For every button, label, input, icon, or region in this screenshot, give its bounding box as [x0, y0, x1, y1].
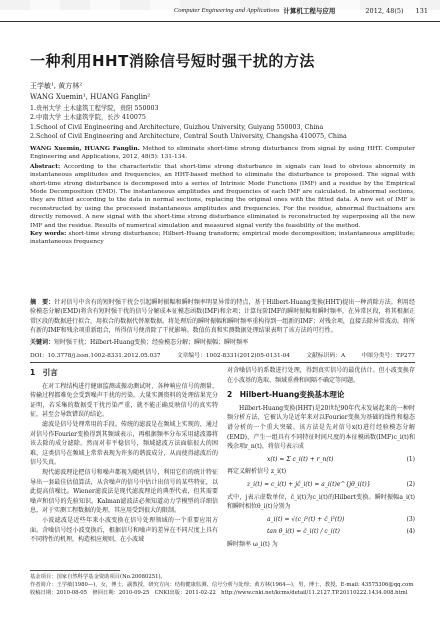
citation-text: Method to eliminate short-time strong disturbance from signal by using HHT. Computer Engineering and Applications, 2012, 48(5): 131-134. [30, 146, 415, 161]
english-abstract-block [30, 145, 415, 247]
equation-2-number: (2) [406, 480, 415, 488]
equation-4-body: tan θ_i(t) = ĉ_i(t) / c_i(t) [267, 528, 340, 536]
footnote-bio: 作者简介：王学敏(1980—)，女，博士，副教授，研究方向：结构健康监测、信号分析与处理；黄方林(1964—)，男，博士，教授。E-mail: 43575306@qq.com [30, 582, 414, 589]
affiliations [30, 104, 347, 142]
equation-2-body: z_i(t) = c_i(t) + jĉ_i(t) = a_i(t)e^{jθ_i(t)} [247, 480, 371, 488]
equation-4-note: 瞬时频率 ω_i(t) 为 [227, 540, 278, 548]
intro-continuation: 对含噪信号的系数进行处理，得到真实信号的最优估计。但小波变换存在小波基的选取、频域重叠和间隔不确定等问题。 [227, 367, 415, 384]
equation-3-number: (3) [406, 515, 415, 523]
hht-paragraph-1: Hilbert-Huang变换(HHT)是20世纪90年代末发展起来的一种时频分析方法，它被认为是近年来对以Fourier变换为基础的线性和稳态谱分析的一个重大突破。该方法是先对信号x(t)进行经验模态分解(EMD)，产生一组具有不同特征时间尺度的本征模函数(IMF)c_i(t)和残余项r_n(t)，将信号表示成 [227, 404, 415, 451]
intro-paragraph-4: 小波滤波是近些年来小波变换在信号处理领域的一个重要应用方面。含噪信号经小波变换后，根据信号和噪声的差异在不同尺度上具有不同特性的机理，构造相应规则，在小波域 [30, 516, 218, 544]
equation-2-note: 式中，j表示虚数单位，ĉ_i(t)为c_i(t)的Hilbert变换。瞬时振幅a_i(t)和瞬时相位θ_i(t)分别为 [227, 493, 415, 511]
abstract-en-text: According to the characteristic that short-time strong disturbance in signals can lead to obvious abnormity in instantaneous amplitudes and frequencies, an HHT-based method to eliminate the disturbance is proposed. The signal with short-time strong disturbance is decomposed into a series of Intrinsic Mode Functions (IMF) and a residue by the Empirical Mode Decomposition (EMD). The instantaneous amplitudes and frequencies of each IMF are calculated. In abnormal sections, they are fitted according to the data in normal sections, replacing the original ones with the fitted data. A new set of IMF is reconstructed by using the processed instantaneous amplitudes and frequencies. For the residue, abnormal fluctuations are directly removed. A new signal with the short-time strong disturbance eliminated is reconstructed by superposing all the new IMF and the residue. Results of numerical simulation and measured signal verify the feasibility of the method. [30, 163, 415, 229]
identifier-row [30, 350, 415, 363]
footnote-dates: 收稿日期：2010-08-05 修回日期：2010-09-25 CNKI出版：2011-02-22 http://www.cnki.net/kcms/detail/11.2127.TP.20110222.1434.008.html [30, 590, 408, 597]
journal-name-en: Computer Engineering and Applications [173, 7, 280, 14]
equation-3-body: a_i(t) = √(c_i²(t) + ĉ_i²(t)) [267, 515, 345, 523]
affiliation-2-en: 2.School of Civil Engineering and Architecture, Central South University, Changsha 410075, China [30, 133, 347, 141]
clc-number: 中图分类号：TP277 [361, 353, 415, 359]
doi: DOI：10.3778/j.issn.1002-8331.2012.05.037 [30, 353, 161, 359]
equation-4-number: (4) [406, 528, 415, 536]
affiliation-1-en: 1.School of Civil Engineering and Architecture, Guizhou University, Guiyang 550003, China [30, 123, 324, 131]
right-column [227, 366, 415, 566]
footnote-fund: 基金项目：国家自然科学基金资助项目(No.20080251)。 [30, 574, 166, 580]
footnote-rule [30, 570, 120, 571]
citation [30, 145, 415, 162]
intro-paragraph-1: 在对工程结构进行健康监测或振动测试时，各种响应信号的测量、传输过程都难免会受到噪声干扰的污染。大量实测资料的处理结果充分证明，若采集的数据受干扰污染严重，就不能正确反映信号的真实特征，甚至会导致错误的结论。 [30, 382, 218, 419]
equation-2 [227, 480, 415, 490]
section-intro-heading: 1 引言 [30, 368, 58, 377]
equation-4 [227, 527, 415, 537]
running-header [0, 0, 440, 22]
chinese-abstract [30, 298, 415, 336]
citation-authors: WANG Xuemin, HUANG Fanglin. [30, 145, 140, 152]
equation-1 [227, 455, 415, 465]
section-hht-heading: 2 Hilbert-Huang变换基本理论 [227, 390, 345, 400]
abstract-cn-label: 摘 要： [30, 299, 55, 306]
author-block [30, 81, 150, 103]
chinese-keywords [30, 338, 415, 347]
abstract-en-label: Abstract: [30, 162, 61, 170]
keywords-cn-label: 关键词： [30, 339, 55, 346]
paper-title: 一种利用HHT消除信号短时强干扰的方法 [30, 52, 315, 70]
left-column [30, 366, 218, 566]
authors-en: WANG Xuemin¹, HUANG Fanglin² [30, 93, 151, 101]
abstract-en [30, 163, 415, 230]
keywords-cn-text: 短时强干扰；Hilbert-Huang变换；经验模态分解；瞬时振幅；瞬时频率 [54, 339, 249, 346]
keywords-en [30, 230, 415, 247]
equation-1-body: x(t) = Σ c_i(t) + r_n(t) [267, 455, 334, 463]
equation-3 [227, 515, 415, 525]
equation-1-number: (1) [406, 455, 415, 463]
keywords-en-text: short-time strong disturbance; Hilbert-Huang transform; empirical mode decomposition; instantaneous amplitude; instantaneous frequency [30, 231, 415, 246]
document-code: 文献标识码：A [306, 353, 346, 359]
authors-cn: 王学敏¹, 黄方林² [30, 82, 83, 90]
intro-paragraph-3: 现代滤波理论把信号和噪声都视为随机信号，利用它们的统计特征导出一套最佳估值算法，从含噪声的信号中估计出信号的某些特征，以此提高信噪比。Wiener滤波法是现代滤波理论的典型代表，但其需要噪声和信号的先验知识。Kalman滤波法必须知道动力学模型的详细信息，对于实测工程数据的处理，其应用受到很大的限制。 [30, 468, 218, 515]
footnote-block [30, 573, 415, 598]
abstract-cn-text: 针对信号中含有的短时强干扰会引起瞬时振幅和瞬时频率明显异常的特点，基于Hilbert-Huang变换(HHT)提出一种消除方法。利用经验模态分解(EMD)将含有短时强干扰的信号分解成本征模态函数(IMF)和余项；计算每阶IMF的瞬时振幅和瞬时频率，在异常区段，将其根据正常区段的数据进行拟合，用拟合的数据代替原数据。将处理后的瞬时振幅和瞬时频率重构得到一组新的IMF；对残余项，直接去除异常波动。将所有新的IMF和残余项重新组合，所得信号便消除了干扰影响。数值仿真和实测数据处理结果表明了该方法的可行性。 [30, 299, 415, 335]
equation-1-note: 再定义解析信号 z_i(t) [227, 468, 287, 476]
affiliation-1-cn: 1.贵州大学 土木建筑工程学院，贵阳 550003 [30, 105, 159, 112]
journal-name-cn: 计算机工程与应用 [283, 7, 336, 15]
keywords-en-label: Key words: [30, 230, 67, 238]
article-code: 文章编号：1002-8331(2012)05-0131-04 [176, 353, 290, 359]
page-number: 131 [415, 6, 428, 15]
affiliation-2-cn: 2.中南大学 土木建筑学院，长沙 410075 [30, 114, 146, 122]
issue-number: 2012, 48(5) [365, 6, 404, 15]
intro-paragraph-2: 滤波是信号处理常用的手段。传统的滤波是在频域上实现的，通过对信号作Fourier变换得到其频域表示，再根据频率分布采用滤波器将该去除的成分滤除。然而对非平稳信号，频域滤波方法面临很大的困难，这类信号在频域上常常表现为许多的谐波成分，从而使得滤波后的信号失真。 [30, 420, 218, 467]
